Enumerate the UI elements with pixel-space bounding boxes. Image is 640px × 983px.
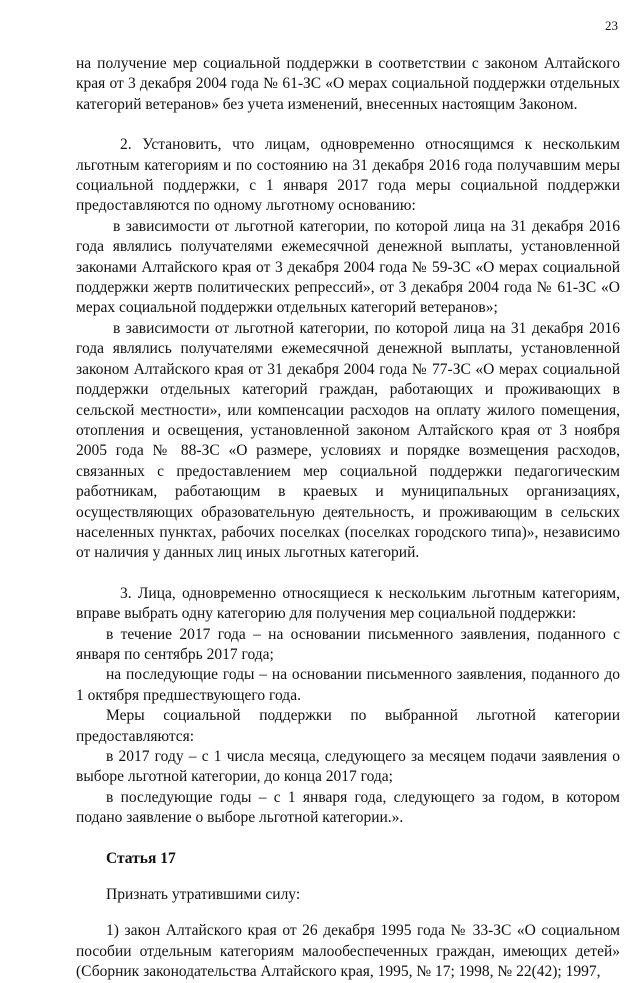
paragraph-item-3-sub-4: в 2017 году – с 1 числа месяца, следующего за месяцем подачи заявления о выборе льготной категории, до конца 2017 года; — [76, 748, 620, 786]
paragraph-item-2-sub-1: в зависимости от льготной категории, по которой лица на 31 декабря 2016 года являлись получателями ежемесячной денежной выплаты, установленной законами Алтайского края от 3 декабря 2004 года № 59-ЗС «О мерах социальной поддержки жертв политических репрессий», от 3 декабря 2004 года № 61-ЗС «О мерах социальной поддержки отдельных категорий ветеранов»; — [76, 217, 620, 317]
page-number: 23 — [605, 18, 618, 33]
paragraph-item-3-sub-5: в последующие годы – с 1 января года, следующего за годом, в котором подано заявление о выборе льготной категории.». — [76, 788, 620, 827]
paragraph-item-2-sub-2: в зависимости от льготной категории, по которой лица на 31 декабря 2016 года являлись получателями ежемесячной денежной выплаты, установленной законом Алтайского края от 31 декабря 2004 года № 77-ЗС «О мерах социальной поддержки отдельных категорий граждан, работающих и проживающих в сельской местности», или компенсации расходов на оплату жилого помещения, отопления и освещения, установленной законом Алтайского края от 3 ноября 2005 года № 88-ЗС «О размере, условиях и порядке возмещения расходов, связанных с предоставлением мер социальной поддержки педагогическим работникам, работающим в краевых и муниципальных организациях, осуществляющих образовательную деятельность, и проживающим в сельских населенных пунктах, рабочих поселках (поселках городского типа)», независимо от наличия у данных лиц иных льготных категорий. — [76, 319, 620, 562]
paragraph-item-3: 3. Лица, одновременно относящиеся к нескольким льготным категориям, вправе выбрать одну категорию для получения мер социальной поддержки: — [76, 584, 620, 623]
paragraph-item-3-sub-1: в течение 2017 года – на основании письменного заявления, поданного с января по сентябрь 2017 года; — [76, 625, 620, 663]
paragraph-item-2: 2. Установить, что лицам, одновременно относящимся к нескольким льготным категориям и по состоянию на 31 декабря 2016 года получавшим меры социальной поддержки, с 1 января 2017 года меры социальной поддержки предоставляются по одному льготному основанию: — [76, 136, 620, 215]
article-item-1: 1) закон Алтайского края от 26 декабря 1995 года № 33-ЗС «О социальном пособии отдельным категориям малообеспеченных граждан, имеющих детей» (Сборник законодательства Алтайского края, 1995, № 17; 1998, № 22(42); 1997, — [76, 922, 620, 981]
paragraph-item-3-sub-3: Меры социальной поддержки по выбранной льготной категории предоставляются: — [76, 707, 620, 745]
paragraph-continuation: на получение мер социальной поддержки в соответствии с законом Алтайского края от 3 декабря 2004 года № 61-ЗС «О мерах социальной поддержки отдельных категорий ветеранов» без учета изменений, внесенных настоящим Законом. — [76, 55, 620, 113]
article-intro: Признать утратившими силу: — [106, 886, 301, 904]
article-heading: Статья 17 — [106, 849, 176, 867]
paragraph-item-3-sub-2: на последующие годы – на основании письменного заявления, поданного до 1 октября предшествующего года. — [76, 666, 620, 704]
document-page — [76, 0, 620, 983]
